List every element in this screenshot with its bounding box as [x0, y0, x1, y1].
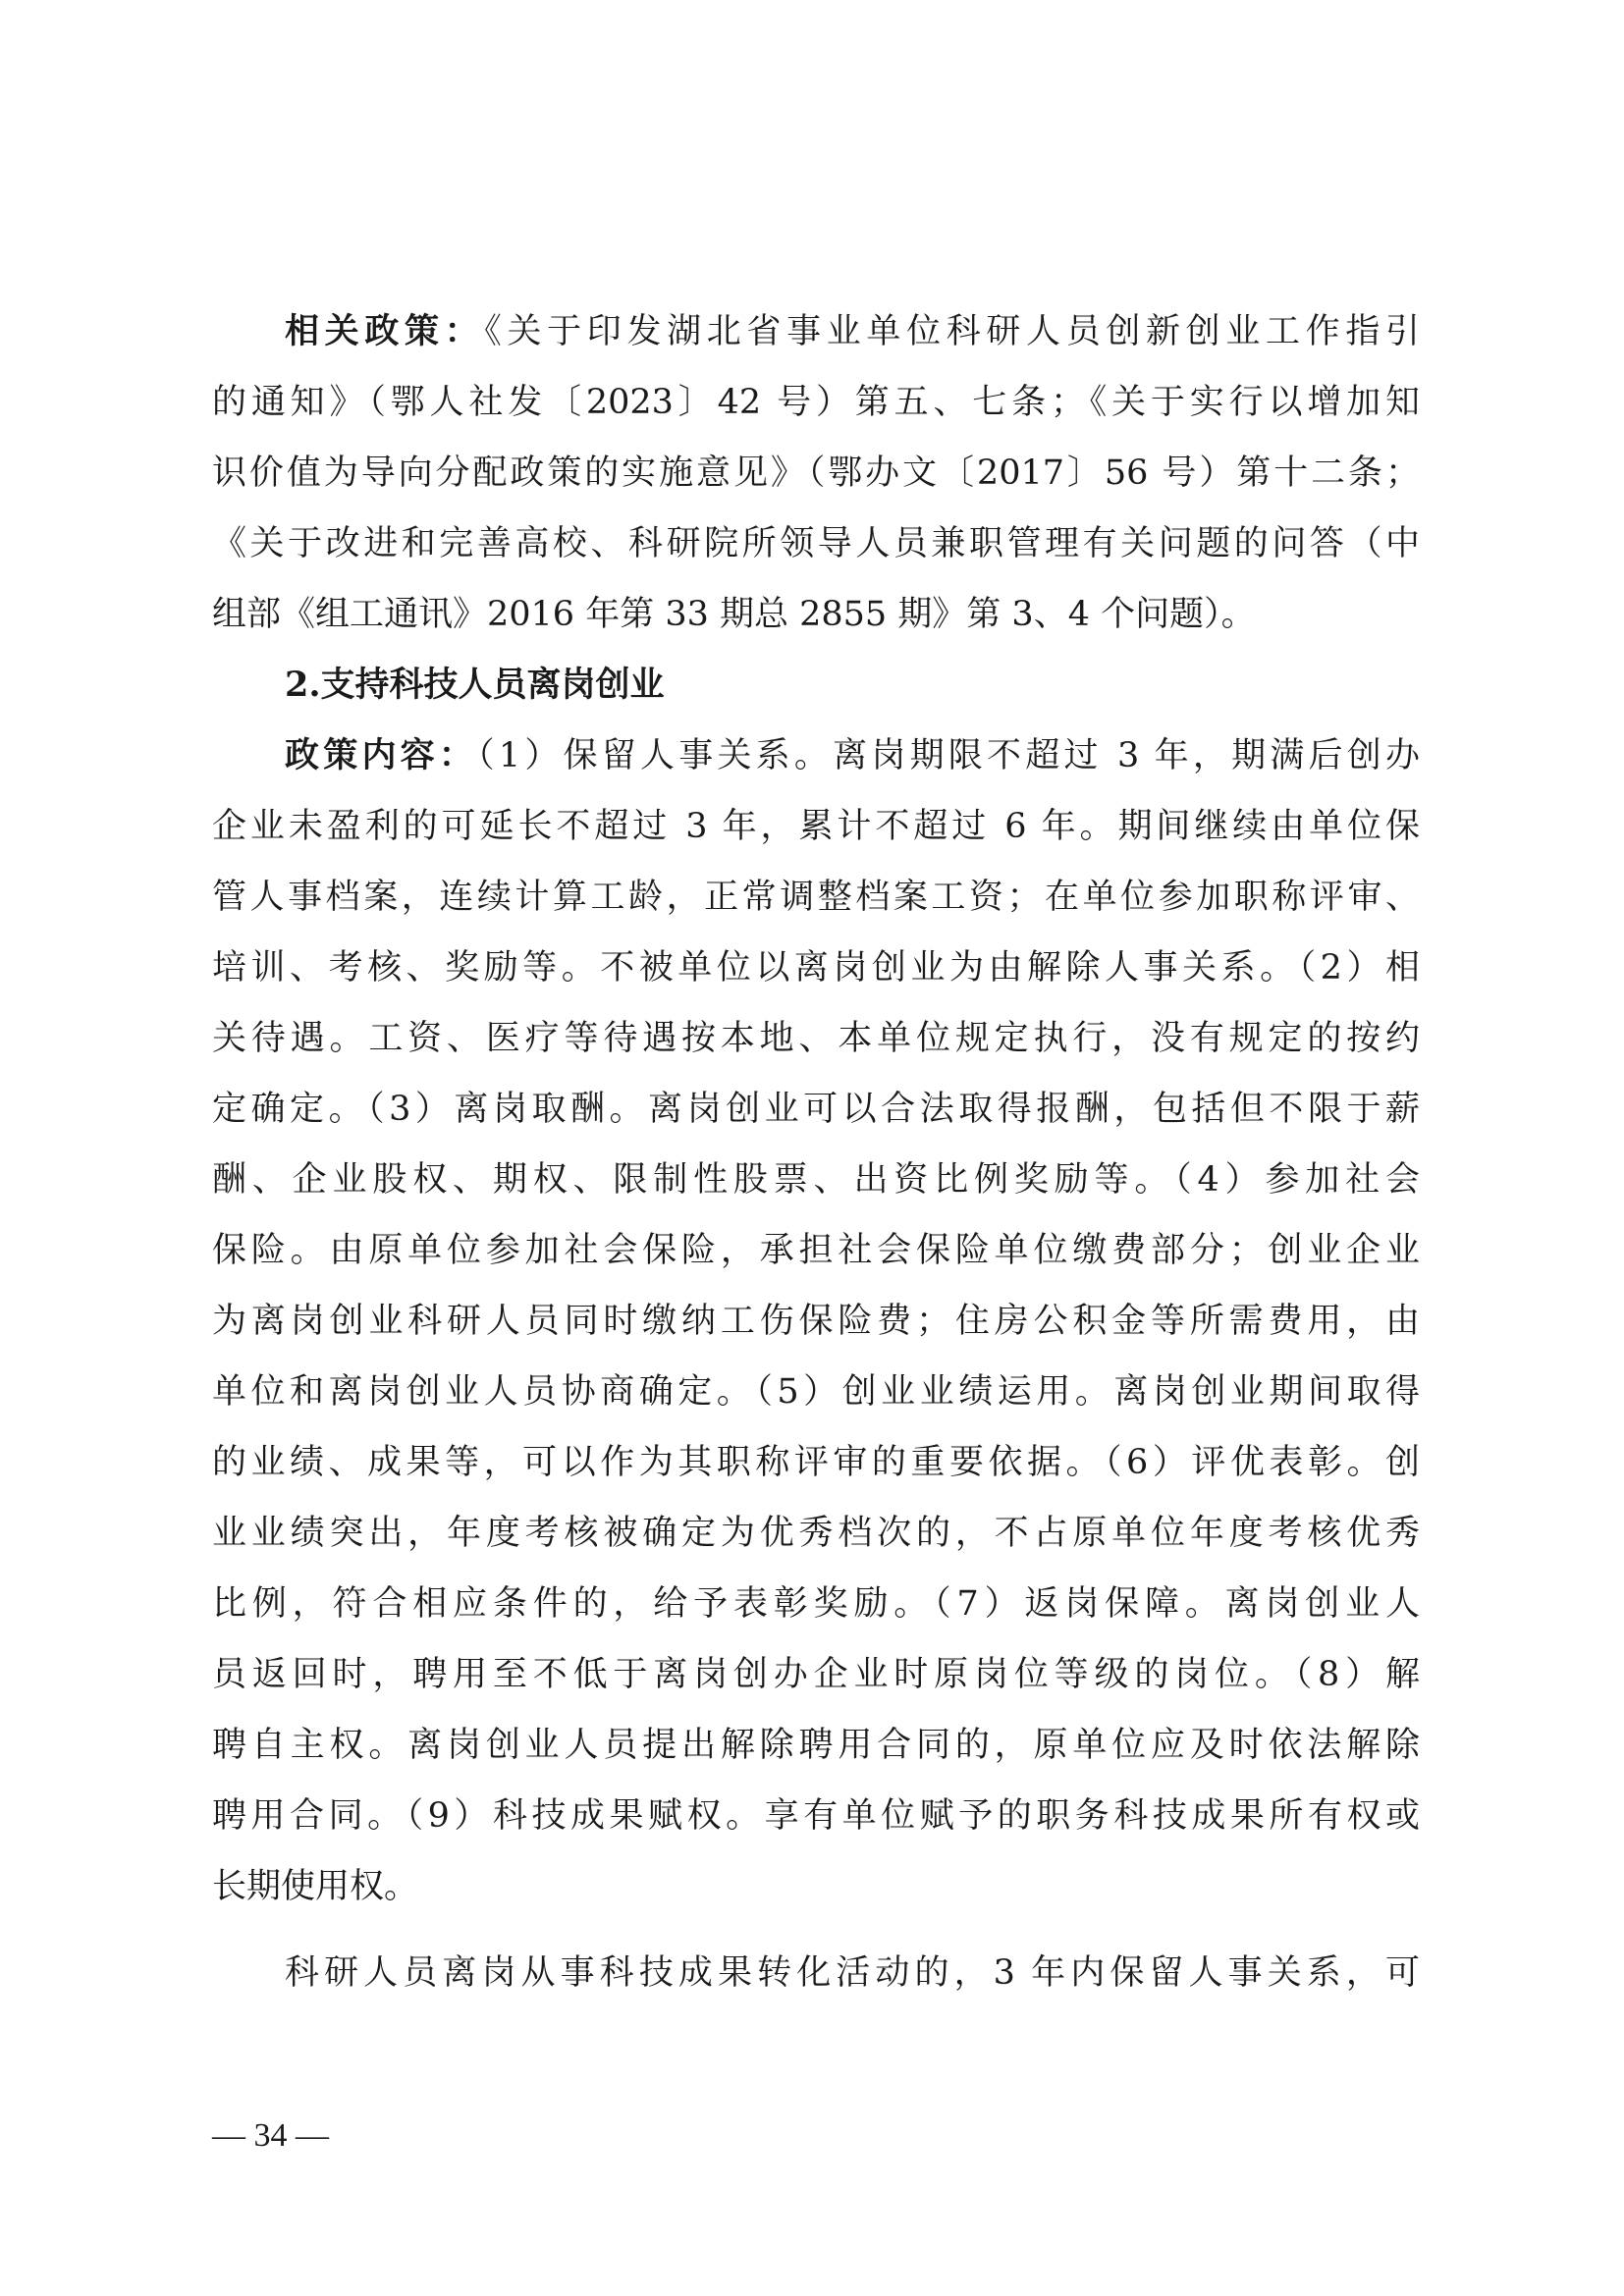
- content-line-9: 为离岗创业科研人员同时缴纳工伤保险费；住房公积金等所需费用，由: [212, 1302, 1420, 1341]
- policy-line-1: [285, 308, 1420, 355]
- section-heading: 2.支持科技人员离岗创业: [285, 665, 665, 705]
- content-line-10: 单位和离岗创业人员协商确定。（5）创业业绩运用。离岗创业期间取得: [212, 1372, 1420, 1412]
- content-line-4: 培训、考核、奖励等。不被单位以离岗创业为由解除人事关系。（2）相: [212, 948, 1420, 988]
- content-line-1-text: （1）保留人事关系。离岗期限不超过 3 年，期满后创办: [477, 736, 1420, 775]
- content-line-13: 比例，符合相应条件的，给予表彰奖励。（7）返岗保障。离岗创业人: [212, 1584, 1420, 1624]
- content-line-11: 的业绩、成果等，可以作为其职称评审的重要依据。（6）评优表彰。创: [212, 1443, 1420, 1482]
- policy-line-5: 组部《组工通讯》2016 年第 33 期总 2855 期》第 3、4 个问题）。: [212, 595, 1256, 634]
- content-label: 政策内容：: [285, 735, 478, 775]
- policy-line-3: 识价值为导向分配政策的实施意见》（鄂办文〔2017〕56 号）第十二条；: [212, 454, 1420, 493]
- policy-label: 相关政策：: [285, 311, 485, 351]
- next-paragraph-line: 科研人员离岗从事科技成果转化活动的，3 年内保留人事关系，可: [285, 1953, 1420, 1993]
- content-line-17: 长期使用权。: [212, 1867, 419, 1906]
- content-line-7: 酬、企业股权、期权、限制性股票、出资比例奖励等。（4）参加社会: [212, 1160, 1420, 1200]
- content-line-5: 关待遇。工资、医疗等待遇按本地、本单位规定执行，没有规定的按约: [212, 1019, 1420, 1058]
- content-line-2: 企业未盈利的可延长不超过 3 年，累计不超过 6 年。期间继续由单位保: [212, 807, 1420, 846]
- content-line-6: 定确定。（3）离岗取酬。离岗创业可以合法取得报酬，包括但不限于薪: [212, 1090, 1420, 1129]
- content-line-1: [285, 732, 1420, 779]
- content-line-3: 管人事档案，连续计算工龄，正常调整档案工资；在单位参加职称评审、: [212, 878, 1420, 917]
- content-line-14: 员返回时，聘用至不低于离岗创办企业时原岗位等级的岗位。（8）解: [212, 1655, 1420, 1694]
- page-number: — 34 —: [212, 2117, 329, 2154]
- content-line-16: 聘用合同。（9）科技成果赋权。享有单位赋予的职务科技成果所有权或: [212, 1796, 1420, 1836]
- policy-line-4: 《关于改进和完善高校、科研院所领导人员兼职管理有关问题的问答（中: [212, 524, 1420, 563]
- policy-line-2: 的通知》（鄂人社发〔2023〕42 号）第五、七条；《关于实行以增加知: [212, 383, 1420, 422]
- content-line-8: 保险。由原单位参加社会保险，承担社会保险单位缴费部分；创业企业: [212, 1231, 1420, 1270]
- content-line-12: 业业绩突出，年度考核被确定为优秀档次的，不占原单位年度考核优秀: [212, 1514, 1420, 1553]
- policy-line-1-text: 《关于印发湖北省事业单位科研人员创新创业工作指引: [484, 312, 1420, 351]
- content-line-15: 聘自主权。离岗创业人员提出解除聘用合同的，原单位应及时依法解除: [212, 1726, 1420, 1765]
